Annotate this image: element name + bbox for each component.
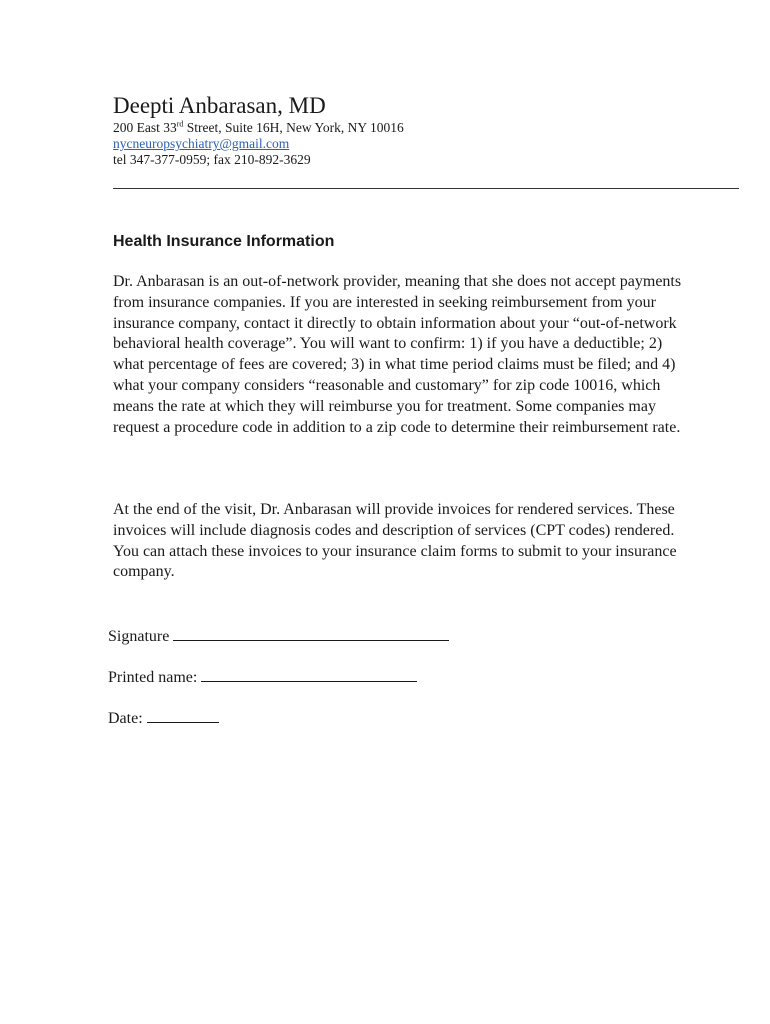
phone-fax-line: tel 347-377-0959; fax 210-892-3629	[113, 152, 311, 167]
date-label: Date:	[108, 710, 147, 727]
section-heading: Health Insurance Information	[113, 233, 335, 250]
paragraph-out-of-network: Dr. Anbarasan is an out-of-network provider, meaning that she does not accept payments from insurance companies. If you are interested in seeking reimbursement from your insurance company, contact it directly to obtain information about your “out-of-network behavioral health coverage”. You will want to confirm: 1) if you have a deductible; 2) what percentage of fees are covered; 3) in what time period claims must be filed; and 4) what your company considers “reasonable and customary” for zip code 10016, which means the rate at which they will reimburse you for treatment. Some companies may request a procedure code in addition to a zip code to determine their reimbursement rate.	[113, 273, 682, 436]
email-line	[113, 136, 739, 152]
address-suffix: Street, Suite 16H, New York, NY 10016	[183, 120, 404, 135]
header-divider	[113, 188, 739, 189]
signature-blank[interactable]	[173, 626, 449, 641]
signature-row	[108, 626, 449, 647]
date-blank[interactable]	[147, 708, 219, 723]
paragraph-invoices: At the end of the visit, Dr. Anbarasan will provide invoices for rendered services. These invoices will include diagnosis codes and description of services (CPT codes) rendered. You can attach these invoices to your insurance claim forms to submit to your insurance company.	[113, 501, 677, 581]
address-superscript: rd	[176, 119, 184, 129]
date-row	[108, 708, 219, 729]
signature-label: Signature	[108, 628, 174, 645]
address-prefix: 200 East 33	[113, 120, 177, 135]
email-link[interactable]: nycneuropsychiatry@gmail.com	[113, 136, 290, 151]
address-line	[113, 120, 739, 136]
letterhead	[113, 92, 739, 168]
printed-name-row	[108, 667, 417, 688]
printed-name-label: Printed name:	[108, 669, 202, 686]
provider-name: Deepti Anbarasan, MD	[113, 93, 326, 118]
printed-name-blank[interactable]	[201, 667, 417, 682]
